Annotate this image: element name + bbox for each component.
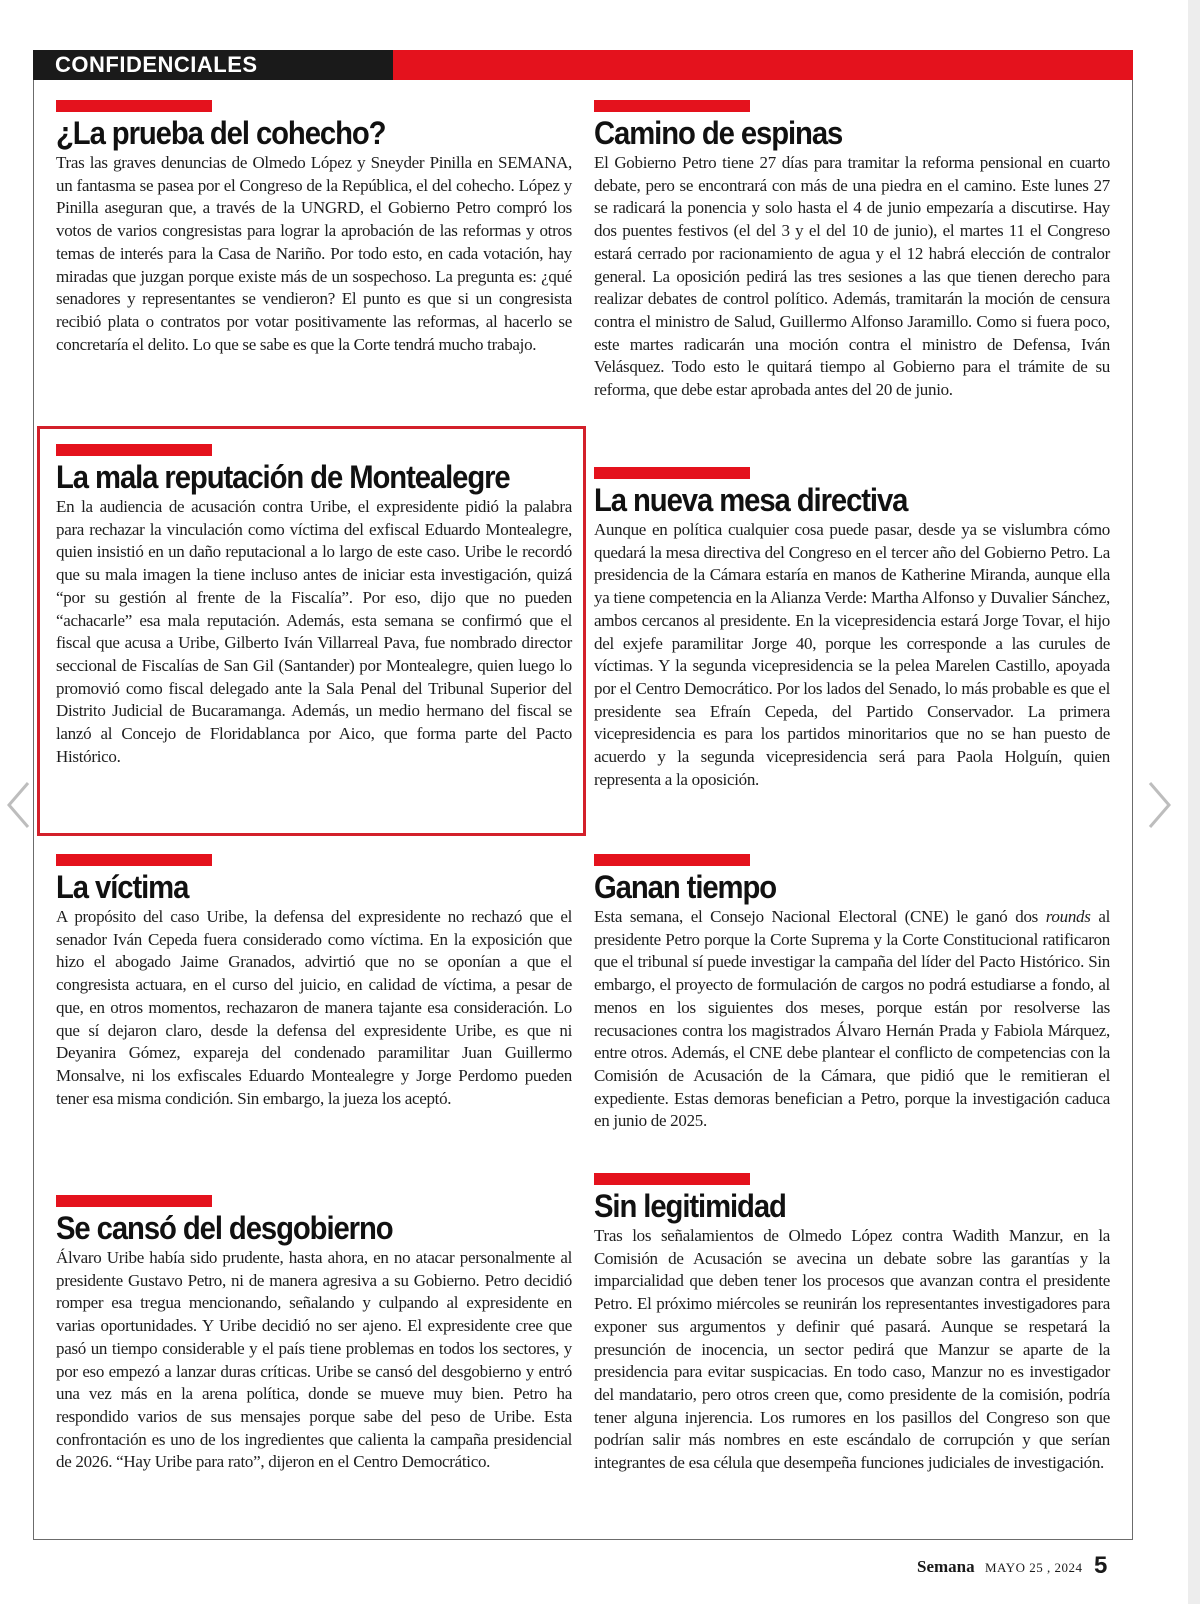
page-number: 5 xyxy=(1094,1552,1108,1579)
article-title: Sin legitimidad xyxy=(594,1188,786,1224)
chevron-right-icon xyxy=(1144,780,1174,830)
prev-page-button[interactable] xyxy=(4,780,34,830)
article-tag xyxy=(594,1173,750,1185)
page-footer xyxy=(900,1553,1110,1583)
article-body: Tras los señalamientos de Olmedo López contra Wadith Manzur, en la Comisión de Acusación se avecina un debate sobre las garantías y la imparcialidad que deben tener los procesos que avanzan contra el presidente Petro. El próximo miércoles se reunirán los representantes investigadores para exponer sus argumentos y definir qué pasará. Aunque se respetará la presunción de inocencia, un sector pedirá que Manzur se aparte de la presidencia para evitar suspicacias. En todo caso, Manzur no es investigador del mandatario, pero otros creen que, como presidente de la comisión, podría tener alguna injerencia. Los rumores en los pasillos del Congreso son que podrían salir más nombres en este escándalo de corrupción y que serían integrantes de esa célula que desempeña funciones judiciales de investigación. xyxy=(594,1226,1110,1473)
article-tag xyxy=(56,100,212,112)
article-body: En la audiencia de acusación contra Uribe, el expresidente pidió la palabra para rechazar la vinculación como víctima del exfiscal Eduardo Montealegre, quien insistió en un daño reputacional a lo largo de este caso. Uribe le recordó que su mala imagen la tiene incluso antes de iniciar esta investigación, quizá “por su gestión al frente de la Fiscalía”. Por eso, dijo que no pueden “achacarle” esa mala reputación. Además, esta semana se confirmó que el fiscal que acusa a Uribe, Gilberto Iván Villarreal Pava, fue nombrado director seccional de Fiscalías de San Gil (Santander) por Montealegre, quien luego lo promovió como fiscal delegado ante la Sala Penal del Tribunal Superior del Distrito Judicial de Bucaramanga. Además, un medio hermano del fiscal se lanzó al Concejo de Floridablanca por Aico, que forma parte del Pacto Histórico. xyxy=(56,497,572,766)
section-title: CONFIDENCIALES xyxy=(33,50,393,80)
issue-date: MAYO 25 , 2024 xyxy=(985,1560,1083,1575)
article-body: Aunque en política cualquier cosa puede pasar, desde ya se vislumbra cómo quedará la mesa directiva del Congreso en el tercer año del Gobierno Petro. La presidencia de la Cámara estaría en manos de Katherine Miranda, aunque ella ya tiene competencia en la Alianza Verde: Martha Alfonso y Duvalier Sánchez, ambos cercanos al presidente. En la vicepresidencia estará Jorge Tovar, el hijo del exjefe paramilitar Jorge 40, porque les corresponde a las curules de víctimas. Y la segunda vicepresidencia se la pelea Marelen Castillo, apoyada por el Centro Democrático. Por los lados del Senado, lo más probable es que el presidente sea Efraín Cepeda, del Partido Conservador. La primera vicepresidencia es para los partidos minoritarios que no se han puesto de acuerdo y la segunda vicepresidencia será para Paola Holguín, quien representa a la oposición. xyxy=(594,520,1110,789)
chevron-left-icon xyxy=(4,780,34,830)
article-tag xyxy=(594,100,750,112)
article-cohecho xyxy=(56,100,572,356)
article-body xyxy=(594,906,1110,1133)
article-victima xyxy=(56,854,572,1110)
section-header-red-bar xyxy=(393,50,1133,80)
article-title: ¿La prueba del cohecho? xyxy=(56,115,386,151)
article-legitimidad xyxy=(594,1173,1110,1475)
article-title: Se cansó del desgobierno xyxy=(56,1210,393,1246)
article-body: Álvaro Uribe había sido prudente, hasta ahora, en no atacar personalmente al presidente Gustavo Petro, ni de manera agresiva a su Gobierno. Petro decidió romper esa tregua mencionando, señalando y culpando al expresidente en varias oportunidades. Y Uribe decidió no ser ajeno. El expresidente cree que pasó un tiempo considerable y el país tiene problemas en todos los sectores, y por eso empezó a lanzar duras críticas. Uribe se cansó del desgobierno y entró una vez más en la arena política, donde se mueve muy bien. Petro ha respondido varios de sus mensajes porque sabe del peso de Uribe. Esta confrontación es uno de los ingredientes que calienta la campaña presidencial de 2026. “Hay Uribe para rato”, dijeron en el Centro Democrático. xyxy=(56,1248,572,1472)
article-title: La víctima xyxy=(56,869,189,905)
article-body-italic: rounds xyxy=(1045,907,1091,926)
article-tag xyxy=(56,1195,212,1207)
article-mesa xyxy=(594,467,1110,791)
next-page-button[interactable] xyxy=(1144,780,1174,830)
article-body-text: Esta semana, el Consejo Nacional Electoral (CNE) le ganó dos xyxy=(594,907,1046,926)
article-espinas xyxy=(594,100,1110,402)
article-body: A propósito del caso Uribe, la defensa del expresidente no rechazó que el senador Iván Cepeda fuera considerado como víctima. En la exposición que hizo el abogado Jaime Granados, advirtió que no se oponían a que el congresista actuara, en el curso del juicio, en calidad de víctima, a pesar de que, en otros momentos, rechazaron de manera tajante esa consideración. Lo que sí dejaron claro, desde la defensa del expresidente Uribe, es que ni Deyanira Gómez, expareja del condenado paramilitar Juan Guillermo Monsalve, ni los exfiscales Eduardo Montealegre y Jorge Perdomo pueden tener esa misma condición. Sin embargo, la jueza los aceptó. xyxy=(56,907,572,1108)
article-tag xyxy=(594,854,750,866)
article-body-text: al presidente Petro porque la Corte Suprema y la Corte Constitucional ratificaron que el tribunal sí puede investigar la campaña del líder del Pacto Histórico. Sin embargo, el proyecto de formulación de cargos no podrá estudiarse a fondo, al menos en los siguientes dos meses, porque están por resolverse las recusaciones contra los magistrados Álvaro Hernán Prada y Fabiola Márquez, entre otros. Además, el CNE debe plantear el conflicto de competencias con la Comisión de Acusación de la Cámara, que pidió que le remitieran el expediente. Estas demoras benefician a Petro, porque la investigación caduca en junio de 2025. xyxy=(594,907,1110,1131)
article-title: Ganan tiempo xyxy=(594,869,777,905)
article-title: La mala reputación de Montealegre xyxy=(56,459,510,495)
magazine-name: Semana xyxy=(917,1557,975,1576)
article-montealegre xyxy=(56,444,572,768)
article-body: Tras las graves denuncias de Olmedo López y Sneyder Pinilla en SEMANA, un fantasma se pasea por el Congreso de la República, el del cohecho. López y Pinilla aseguran que, a través de la UNGRD, el Gobierno Petro compró los votos de varios congresistas para lograr la aprobación de las reformas y otros temas de interés para la Casa de Nariño. Por todo esto, en cada votación, hay miradas que juzgan porque existe más de un sospechoso. La pregunta es: ¿qué senadores y representantes se vendieron? El punto es que si un congresista recibió plata o contratos por votar positivamente las reformas, al hacerlo se concretaría el delito. Lo que se sabe es que la Corte tendrá mucho trabajo. xyxy=(56,153,572,354)
section-header xyxy=(33,50,1133,80)
article-title: Camino de espinas xyxy=(594,115,843,151)
article-tag xyxy=(594,467,750,479)
article-tag xyxy=(56,854,212,866)
article-tiempo xyxy=(594,854,1110,1133)
article-tag xyxy=(56,444,212,456)
scrollbar[interactable] xyxy=(1188,0,1200,1604)
article-title: La nueva mesa directiva xyxy=(594,482,908,518)
article-body: El Gobierno Petro tiene 27 días para tramitar la reforma pensional en cuarto debate, pero se encontrará con más de una piedra en el camino. Este lunes 27 se radicará la ponencia y solo hasta el 4 de junio empezaría a discutirse. Hay dos puentes festivos (el del 3 y el del 10 de junio), el martes 11 el Congreso estará cerrado por racionamiento de agua y el 12 habrá elección de contralor general. La oposición pedirá las tres sesiones a las que tienen derecho para realizar debates de control político. Además, tramitarán la moción de censura contra el ministro de Salud, Guillermo Alfonso Jaramillo. Como si fuera poco, este martes radicarán una moción contra el ministro de Defensa, Iván Velásquez. Todo esto le quitará tiempo al Gobierno para el trámite de su reforma, que debe estar aprobada antes del 20 de junio. xyxy=(594,153,1110,400)
article-desgobierno xyxy=(56,1195,572,1474)
